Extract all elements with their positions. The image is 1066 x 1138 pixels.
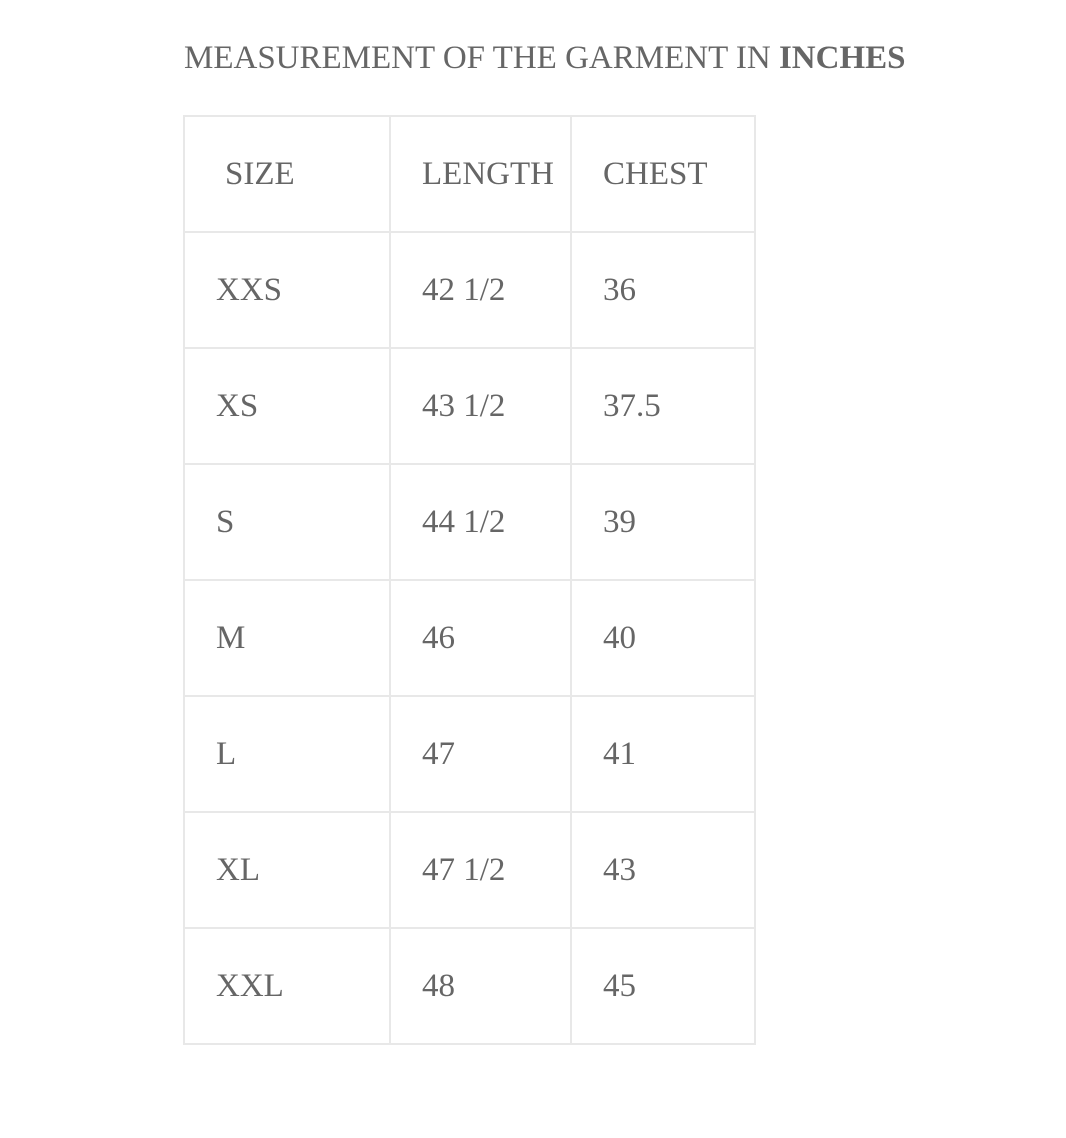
page-title (184, 36, 906, 80)
length-cell: 44 1/2 (390, 464, 571, 580)
table-row (184, 928, 755, 1044)
table-header-row (184, 116, 755, 232)
chest-cell: 39 (571, 464, 755, 580)
chest-cell: 45 (571, 928, 755, 1044)
column-header-length: LENGTH (390, 116, 571, 232)
length-cell: 42 1/2 (390, 232, 571, 348)
table-row (184, 348, 755, 464)
table-row (184, 696, 755, 812)
size-cell: XL (184, 812, 390, 928)
column-header-size: SIZE (184, 116, 390, 232)
title-prefix: MEASUREMENT OF THE GARMENT IN (184, 40, 771, 76)
table-row (184, 812, 755, 928)
size-cell: XS (184, 348, 390, 464)
length-cell: 48 (390, 928, 571, 1044)
size-cell: L (184, 696, 390, 812)
column-header-chest: CHEST (571, 116, 755, 232)
table-row (184, 464, 755, 580)
chest-cell: 40 (571, 580, 755, 696)
chest-cell: 41 (571, 696, 755, 812)
chest-cell: 37.5 (571, 348, 755, 464)
title-unit: INCHES (778, 40, 906, 76)
length-cell: 47 1/2 (390, 812, 571, 928)
length-cell: 46 (390, 580, 571, 696)
chest-cell: 43 (571, 812, 755, 928)
size-chart-table (183, 115, 756, 1045)
table-row (184, 580, 755, 696)
length-cell: 43 1/2 (390, 348, 571, 464)
length-cell: 47 (390, 696, 571, 812)
size-cell: XXS (184, 232, 390, 348)
size-cell: XXL (184, 928, 390, 1044)
chest-cell: 36 (571, 232, 755, 348)
size-cell: M (184, 580, 390, 696)
table-row (184, 232, 755, 348)
size-cell: S (184, 464, 390, 580)
